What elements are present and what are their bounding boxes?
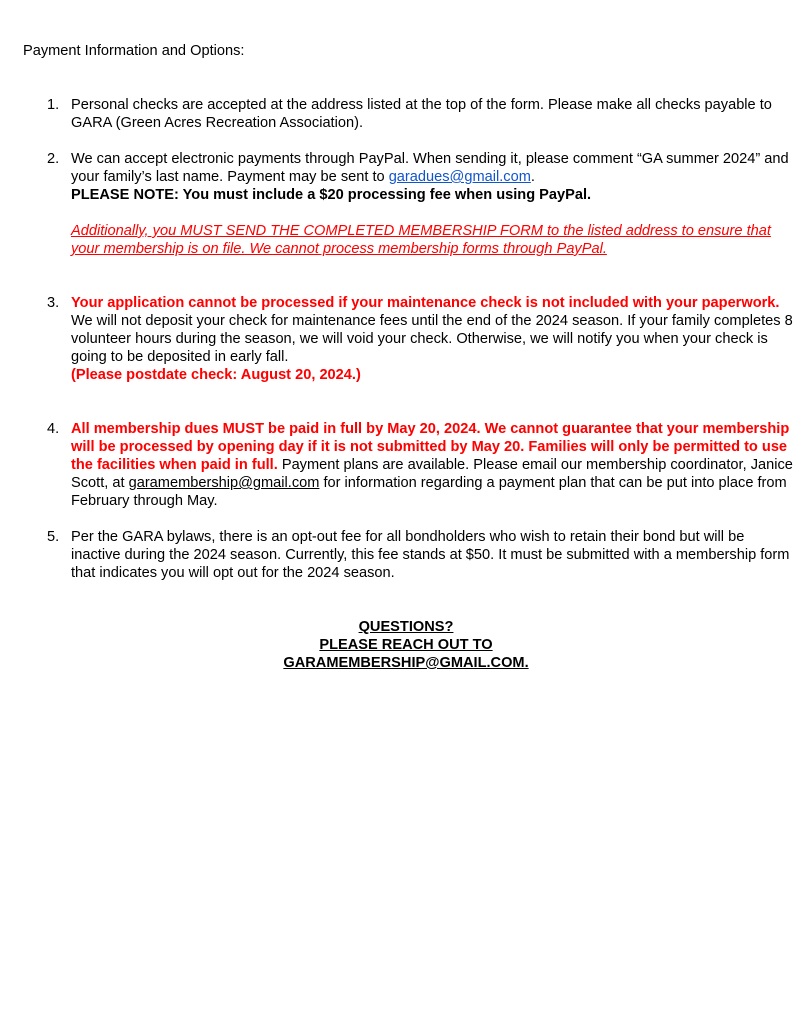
- membership-email-link[interactable]: garamembership@gmail.com: [128, 475, 320, 491]
- questions-block: [0, 618, 812, 672]
- maintenance-check-warning: Your application cannot be processed if your maintenance check is not included with your paperwork.: [71, 295, 780, 311]
- list-item-text: Per the GARA bylaws, there is an opt-out fee for all bondholders who wish to retain their bond but will be inactive during the 2024 season. Currently, this fee stands at $50. It must be submitted with a membership form that indicates you will opt out for the 2024 season.: [71, 529, 790, 581]
- list-item-2: [47, 150, 793, 258]
- paypal-fee-note: PLEASE NOTE: You must include a $20 processing fee when using PayPal.: [71, 187, 592, 203]
- dues-deadline-warning: All membership dues MUST be paid in full by May 20, 2024. We cannot guarantee that your membership will be processed by opening day if it is not submitted by May 20. Families will only be permitted to use the facilities when paid in full.: [71, 421, 790, 473]
- paypal-instructions: We can accept electronic payments through PayPal. When sending it, please comment “GA summer 2024” and your family’s last name. Payment may be sent to: [71, 151, 789, 185]
- list-item-text: [71, 150, 793, 186]
- list-item-text: [71, 294, 793, 366]
- questions-email[interactable]: GARAMEMBERSHIP@GMAIL.COM.: [283, 655, 529, 671]
- list-number: 1.: [47, 97, 60, 113]
- list-number: 4.: [47, 421, 60, 437]
- list-item-4: [47, 420, 793, 510]
- list-item-5: [47, 528, 793, 582]
- list-item-1: [47, 96, 793, 132]
- paypal-form-warning: Additionally, you MUST SEND THE COMPLETED MEMBERSHIP FORM to the listed address to ensure that your membership is on file. We cannot process membership forms through PayPal.: [71, 223, 771, 257]
- list-number: 3.: [47, 295, 60, 311]
- list-item-text: [71, 420, 793, 510]
- payment-plan-info: Payment plans are available. Please email our membership coordinator, Janice Scott, at: [71, 457, 793, 491]
- list-item-text: Personal checks are accepted at the address listed at the top of the form. Please make all checks payable to GARA (Green Acres Recreation Association).: [71, 97, 772, 131]
- questions-line-1: QUESTIONS?: [358, 619, 454, 635]
- list-number: 5.: [47, 529, 60, 545]
- payment-plan-info-end: for information regarding a payment plan that can be put into place from February through May.: [71, 475, 787, 509]
- page-heading: Payment Information and Options:: [23, 43, 245, 59]
- questions-line-2: PLEASE REACH OUT TO: [319, 637, 493, 653]
- postdate-note: (Please postdate check: August 20, 2024.): [71, 367, 361, 383]
- list-item-3: [47, 294, 793, 384]
- period: .: [530, 169, 535, 185]
- maintenance-check-details: We will not deposit your check for maintenance fees until the end of the 2024 season. If your family completes 8 volunteer hours during the season, we will void your check. Otherwise, we will notify you when your check is going to be deposited in early fall.: [71, 313, 793, 365]
- list-number: 2.: [47, 151, 60, 167]
- paypal-email-link[interactable]: garadues@gmail.com: [388, 169, 531, 185]
